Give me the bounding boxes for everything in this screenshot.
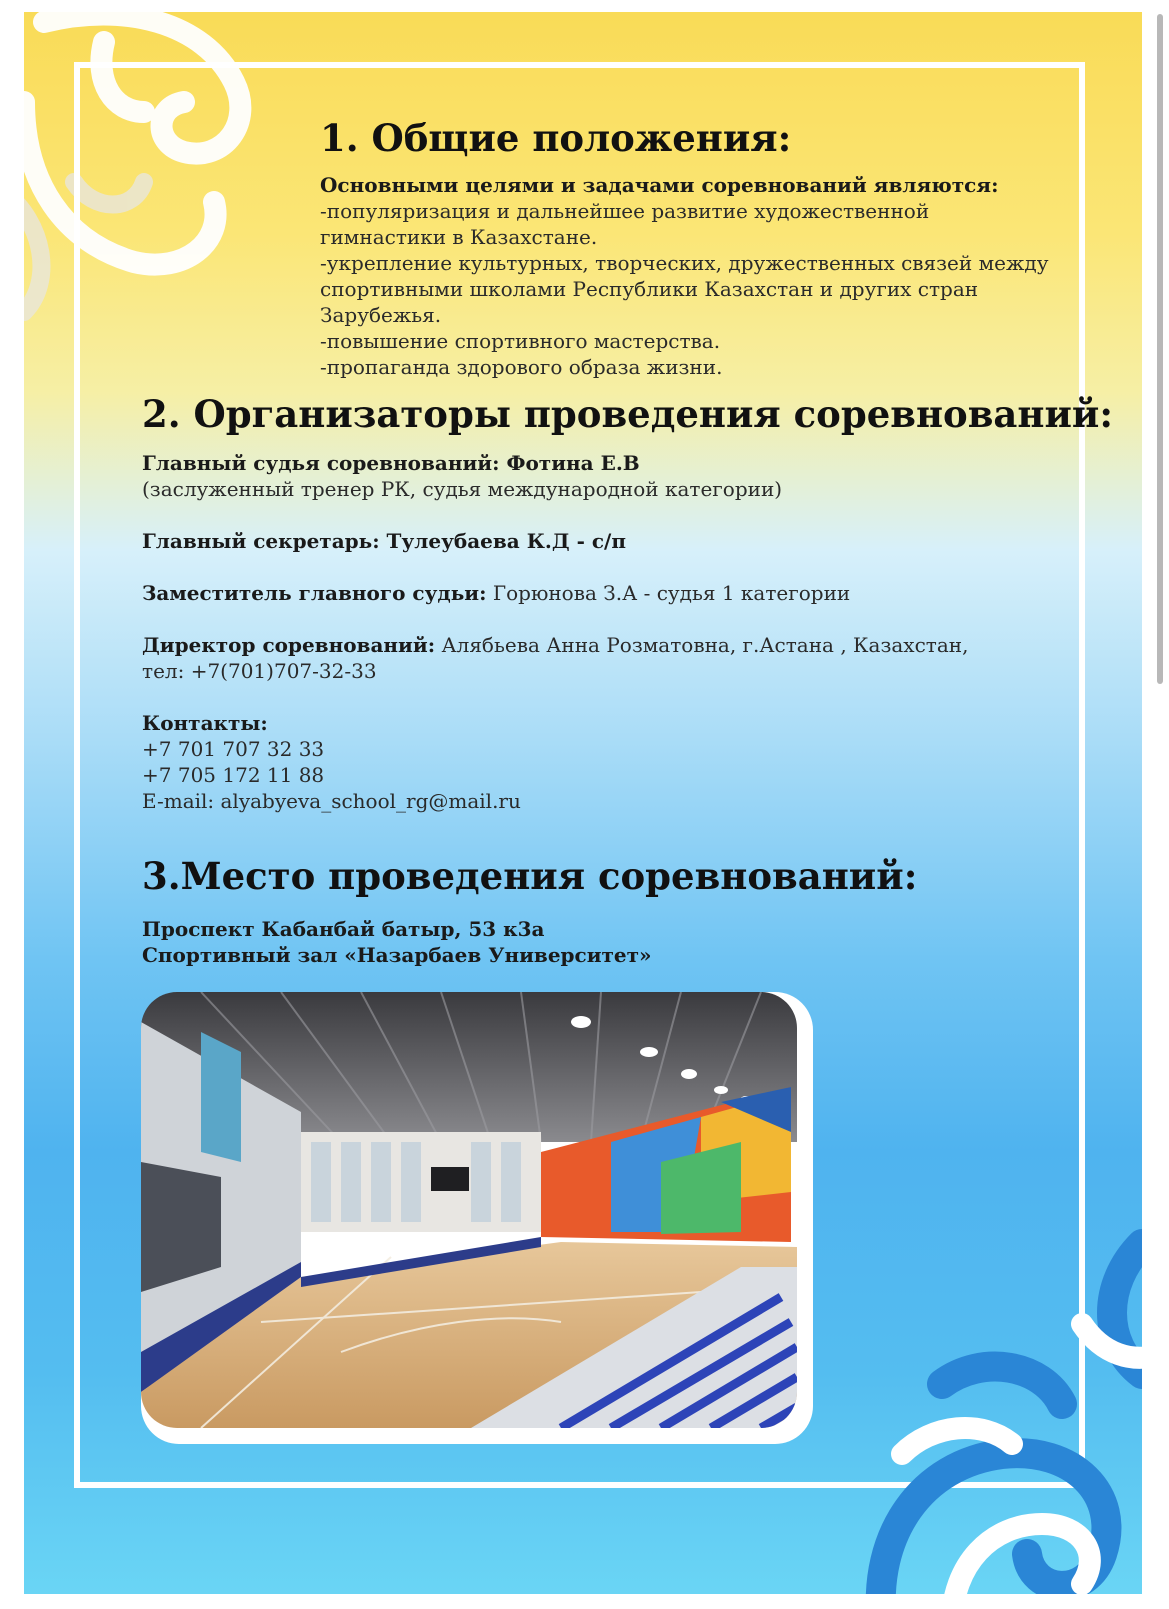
section1-line: Зарубежья. <box>320 303 442 327</box>
section1-line: -укрепление культурных, творческих, дружественных связей между <box>320 251 1049 275</box>
chief-judge: Главный судья соревнований: Фотина Е.В <box>142 451 640 475</box>
chief-secretary: Главный секретарь: Тулеубаева К.Д - с/п <box>142 529 627 553</box>
deputy-judge <box>142 580 850 607</box>
deputy-value: Горюнова З.А - судья 1 категории <box>486 581 851 605</box>
section1-line: -пропаганда здорового образа жизни. <box>320 355 723 379</box>
contact-email: E-mail: alyabyeva_school_rg@mail.ru <box>142 789 521 813</box>
contacts-label: Контакты: <box>142 711 268 735</box>
section3-title: 3.Место проведения соревнований: <box>142 854 918 898</box>
sports-hall-photo <box>141 992 797 1428</box>
section1-title: 1. Общие положения: <box>320 116 792 160</box>
section1-line: спортивными школами Республики Казахстан и других стран <box>320 277 979 301</box>
document-page <box>24 12 1142 1594</box>
chief-judge-note: (заслуженный тренер РК, судья международной категории) <box>142 477 783 501</box>
venue-photo-frame <box>141 992 813 1444</box>
section1-line: -повышение спортивного мастерства. <box>320 329 721 353</box>
section1-lead: Основными целями и задачами соревнований являются: <box>320 173 999 197</box>
contact-phone-2: +7 705 172 11 88 <box>142 763 325 787</box>
section1-line: гимнастики в Казахстане. <box>320 225 598 249</box>
ornament-bottom-right-decoration <box>802 1204 1142 1594</box>
section2-title: 2. Организаторы проведения соревнований: <box>142 392 1114 436</box>
scrollbar[interactable] <box>1157 14 1163 684</box>
venue-address: Проспект Кабанбай батыр, 53 к3а <box>142 917 545 941</box>
director-phone: тел: +7(701)707-32-33 <box>142 659 377 683</box>
deputy-label: Заместитель главного судьи: <box>142 581 487 605</box>
director-value: Алябьева Анна Розматовна, г.Астана , Казахстан, <box>435 633 969 657</box>
section1-line: -популяризация и дальнейшее развитие художественной <box>320 199 930 223</box>
director <box>142 632 968 659</box>
contact-phone-1: +7 701 707 32 33 <box>142 737 325 761</box>
venue-name: Спортивный зал «Назарбаев Университет» <box>142 943 652 967</box>
director-label: Директор соревнований: <box>142 633 436 657</box>
